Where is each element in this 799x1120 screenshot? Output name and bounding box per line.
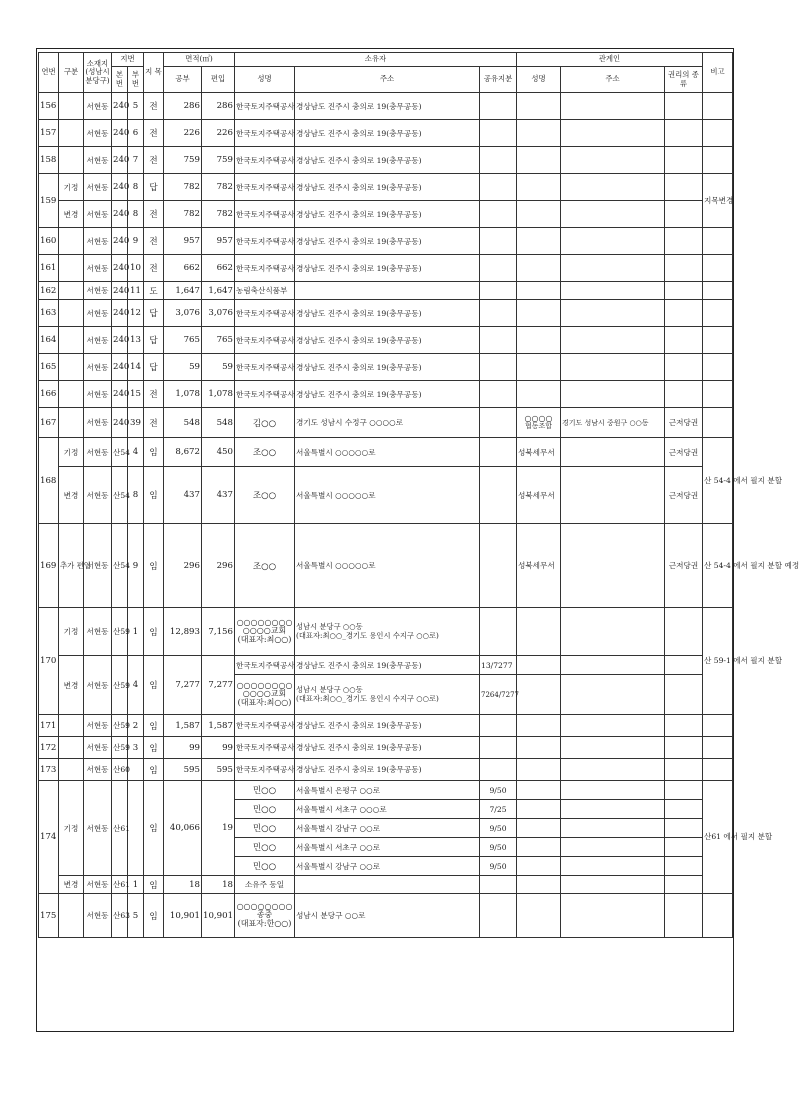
- row-addr: 경상남도 진주시 충의로 19(충무공동): [295, 381, 480, 408]
- row-gongbu: 18: [164, 876, 202, 894]
- row-bon: 산60: [112, 759, 128, 781]
- col-rel-type: 권리의 종류: [665, 67, 703, 93]
- row-jimok: 전: [144, 201, 164, 228]
- row-addr: 서울특별시 ○○○○○로: [295, 438, 480, 467]
- row-jimok: 임: [144, 759, 164, 781]
- row-gongbu: 1,587: [164, 715, 202, 737]
- table-row: [39, 147, 733, 174]
- row-gubun: 변경: [59, 201, 84, 228]
- row-owner: 조○○: [235, 438, 295, 467]
- row-dong: 서현동: [84, 467, 112, 524]
- row-pyeonip: 286: [202, 93, 235, 120]
- row-dong: 서현동: [84, 327, 112, 354]
- row-addr: 경상남도 진주시 충의로 19(충무공동): [295, 147, 480, 174]
- row-addr: 서울특별시 은평구 ○○로: [295, 781, 480, 800]
- row-owner: 소유주 동일: [235, 876, 295, 894]
- row-bu: 10: [128, 255, 144, 282]
- row-pyeonip: 957: [202, 228, 235, 255]
- row-pyeonip: 595: [202, 759, 235, 781]
- row-pyeonip: 782: [202, 201, 235, 228]
- row-bu: 13: [128, 327, 144, 354]
- row-pyeonip: 782: [202, 174, 235, 201]
- row-jimok: 임: [144, 894, 164, 938]
- row-owner: 민○○: [235, 819, 295, 838]
- col-bonbeon: 본번: [112, 67, 128, 93]
- row-no: 158: [39, 147, 59, 174]
- row-bu: 11: [128, 282, 144, 300]
- row-bon: 산54: [112, 438, 128, 467]
- row-bu: 8: [128, 174, 144, 201]
- row-share: 7264/7277: [480, 675, 517, 715]
- row-bon: 산59: [112, 608, 128, 656]
- row-gongbu: 759: [164, 147, 202, 174]
- land-register-table: [38, 52, 799, 938]
- row-share: 9/50: [480, 838, 517, 857]
- table-row: [39, 255, 733, 282]
- row-gongbu: 957: [164, 228, 202, 255]
- row-rel-name: 성북세무서: [517, 524, 561, 608]
- row-no: 162: [39, 282, 59, 300]
- row-addr: 성남시 분당구 ○○로: [295, 894, 480, 938]
- row-bon: 240: [112, 354, 128, 381]
- row-note: 산 54-4 에서 필지 분할: [703, 438, 733, 524]
- table-row: [39, 781, 733, 800]
- table-row: [39, 300, 733, 327]
- row-jimok: 답: [144, 174, 164, 201]
- row-no: 171: [39, 715, 59, 737]
- row-addr: 경상남도 진주시 충의로 19(충무공동): [295, 255, 480, 282]
- row-owner: 조○○: [235, 524, 295, 608]
- row-gongbu: 437: [164, 467, 202, 524]
- row-no: 163: [39, 300, 59, 327]
- row-gongbu: 548: [164, 408, 202, 438]
- header-row-1: [39, 53, 733, 67]
- row-bu: 5: [128, 93, 144, 120]
- row-owner: 민○○: [235, 838, 295, 857]
- row-bon: 240: [112, 93, 128, 120]
- row-gongbu: 1,647: [164, 282, 202, 300]
- row-bon: 240: [112, 282, 128, 300]
- row-jimok: 답: [144, 300, 164, 327]
- col-rel-addr: 주소: [561, 67, 665, 93]
- row-no: 172: [39, 737, 59, 759]
- row-bu: 39: [128, 408, 144, 438]
- row-bon: 240: [112, 300, 128, 327]
- row-rel-name: ○○○○ 협동조합: [517, 408, 561, 438]
- row-owner: 한국토지주택공사: [235, 327, 295, 354]
- row-pyeonip: 759: [202, 147, 235, 174]
- row-rel-type: 근저당권: [665, 438, 703, 467]
- row-jimok: 임: [144, 781, 164, 876]
- row-no: 156: [39, 93, 59, 120]
- row-addr: 경상남도 진주시 충의로 19(충무공동): [295, 174, 480, 201]
- row-jimok: 전: [144, 228, 164, 255]
- row-addr: 성남시 분당구 ○○동 (대표자:최○○_경기도 용인시 수지구 ○○로): [295, 608, 480, 656]
- row-gongbu: 59: [164, 354, 202, 381]
- row-jimok: 임: [144, 656, 164, 715]
- row-owner: 한국토지주택공사: [235, 300, 295, 327]
- row-pyeonip: 226: [202, 120, 235, 147]
- row-gongbu: 286: [164, 93, 202, 120]
- row-dong: 서현동: [84, 408, 112, 438]
- row-pyeonip: 19: [202, 781, 235, 876]
- row-jimok: 임: [144, 715, 164, 737]
- col-area: 면적(㎡): [164, 53, 235, 67]
- row-bu: 9: [128, 524, 144, 608]
- table-row: [39, 408, 733, 438]
- row-dong: 서현동: [84, 201, 112, 228]
- row-addr: 서울특별시 ○○○○○로: [295, 524, 480, 608]
- row-gongbu: 662: [164, 255, 202, 282]
- row-bu: 5: [128, 894, 144, 938]
- row-jimok: 전: [144, 93, 164, 120]
- col-no: 연번: [39, 53, 59, 93]
- row-owner: 한국토지주택공사: [235, 120, 295, 147]
- row-dong: 서현동: [84, 282, 112, 300]
- row-bu: 8: [128, 467, 144, 524]
- row-bon: 240: [112, 147, 128, 174]
- row-gubun: 기정: [59, 174, 84, 201]
- row-bon: 산61: [112, 876, 128, 894]
- row-dong: 서현동: [84, 300, 112, 327]
- row-gongbu: 7,277: [164, 656, 202, 715]
- row-dong: 서현동: [84, 894, 112, 938]
- row-bon: 산54: [112, 524, 128, 608]
- row-addr: 경상남도 진주시 충의로 19(충무공동): [295, 201, 480, 228]
- row-bon: 240: [112, 255, 128, 282]
- row-gongbu: 765: [164, 327, 202, 354]
- row-dong: 서현동: [84, 737, 112, 759]
- row-addr: 경상남도 진주시 충의로 19(충무공동): [295, 120, 480, 147]
- row-owner: 한국토지주택공사: [235, 354, 295, 381]
- row-dong: 서현동: [84, 608, 112, 656]
- row-addr: 경상남도 진주시 충의로 19(충무공동): [295, 300, 480, 327]
- table-row: [39, 759, 733, 781]
- row-addr: 경상남도 진주시 충의로 19(충무공동): [295, 715, 480, 737]
- table-row: [39, 327, 733, 354]
- row-dong: 서현동: [84, 759, 112, 781]
- row-addr: 서울특별시 서초구 ○○○로: [295, 800, 480, 819]
- row-share: 9/50: [480, 781, 517, 800]
- col-rel: 관계인: [517, 53, 703, 67]
- row-pyeonip: 1,647: [202, 282, 235, 300]
- row-addr: 경상남도 진주시 충의로 19(충무공동): [295, 93, 480, 120]
- row-addr: 서울특별시 강남구 ○○로: [295, 819, 480, 838]
- row-owner: 민○○: [235, 781, 295, 800]
- row-jimok: 전: [144, 381, 164, 408]
- row-owner: 한국토지주택공사: [235, 381, 295, 408]
- row-bu: 6: [128, 120, 144, 147]
- row-pyeonip: 1,078: [202, 381, 235, 408]
- row-dong: 서현동: [84, 438, 112, 467]
- table-row: [39, 524, 733, 608]
- row-no: 164: [39, 327, 59, 354]
- row-no: 169: [39, 524, 59, 608]
- row-jimok: 답: [144, 327, 164, 354]
- row-gubun: 변경: [59, 656, 84, 715]
- row-addr: 경상남도 진주시 충의로 19(충무공동): [295, 228, 480, 255]
- row-dong: 서현동: [84, 147, 112, 174]
- row-bon: 산59: [112, 656, 128, 715]
- col-pyeonip: 편입: [202, 67, 235, 93]
- table-row: [39, 201, 733, 228]
- row-dong: 서현동: [84, 228, 112, 255]
- row-addr: 경기도 성남시 수정구 ○○○○로: [295, 408, 480, 438]
- col-sojae: 소재지 (성남시 분당구): [84, 53, 112, 93]
- row-addr: 경상남도 진주시 충의로 19(충무공동): [295, 759, 480, 781]
- row-no: 174: [39, 781, 59, 894]
- row-gongbu: 3,076: [164, 300, 202, 327]
- row-bu: 1: [128, 876, 144, 894]
- row-no: 175: [39, 894, 59, 938]
- col-gongbu: 공부: [164, 67, 202, 93]
- table-row: [39, 737, 733, 759]
- row-rel-name: 성북세무서: [517, 467, 561, 524]
- row-pyeonip: 1,587: [202, 715, 235, 737]
- row-jimok: 답: [144, 354, 164, 381]
- row-no: 170: [39, 608, 59, 715]
- row-bon: 산61: [112, 781, 128, 876]
- row-gongbu: 782: [164, 174, 202, 201]
- row-gongbu: 40,066: [164, 781, 202, 876]
- row-note: 지목변경: [703, 174, 733, 228]
- row-bu: 12: [128, 300, 144, 327]
- row-no: 168: [39, 438, 59, 524]
- row-no: 160: [39, 228, 59, 255]
- row-owner: 한국토지주택공사: [235, 255, 295, 282]
- row-note: 산 59-1 에서 필지 분할: [703, 608, 733, 715]
- row-addr: 경상남도 진주시 충의로 19(충무공동): [295, 327, 480, 354]
- table-row: [39, 876, 733, 894]
- row-share: 13/7277: [480, 656, 517, 675]
- row-bu: 3: [128, 737, 144, 759]
- row-owner: 김○○: [235, 408, 295, 438]
- row-gongbu: 595: [164, 759, 202, 781]
- row-dong: 서현동: [84, 354, 112, 381]
- table-row: [39, 656, 733, 675]
- row-no: 173: [39, 759, 59, 781]
- row-gubun: 추가 편입: [59, 524, 84, 608]
- row-addr: 서울특별시 강남구 ○○로: [295, 857, 480, 876]
- row-jimok: 전: [144, 120, 164, 147]
- row-pyeonip: 7,277: [202, 656, 235, 715]
- row-gongbu: 8,672: [164, 438, 202, 467]
- row-pyeonip: 3,076: [202, 300, 235, 327]
- table-row: [39, 894, 733, 938]
- row-dong: 서현동: [84, 381, 112, 408]
- row-rel-addr: 경기도 성남시 중원구 ○○동: [561, 408, 665, 438]
- row-bon: 240: [112, 228, 128, 255]
- table-row: [39, 282, 733, 300]
- table-row: [39, 381, 733, 408]
- row-owner: 한국토지주택공사: [235, 174, 295, 201]
- row-note: 산61 에서 필지 분할: [703, 781, 733, 894]
- row-pyeonip: 7,156: [202, 608, 235, 656]
- table-row: [39, 608, 733, 656]
- row-gongbu: 296: [164, 524, 202, 608]
- row-no: 159: [39, 174, 59, 228]
- row-gubun: 기정: [59, 781, 84, 876]
- col-owner: 소유자: [235, 53, 517, 67]
- col-gubun: 구분: [59, 53, 84, 93]
- row-owner: 농림축산식품부: [235, 282, 295, 300]
- row-addr: 경상남도 진주시 충의로 19(충무공동): [295, 737, 480, 759]
- row-bon: 240: [112, 174, 128, 201]
- row-gongbu: 10,901: [164, 894, 202, 938]
- col-rel-name: 성명: [517, 67, 561, 93]
- col-jimok: 지 목: [144, 53, 164, 93]
- row-jimok: 임: [144, 876, 164, 894]
- row-owner: 한국토지주택공사: [235, 656, 295, 675]
- row-jimok: 전: [144, 408, 164, 438]
- row-addr: 경상남도 진주시 충의로 19(충무공동): [295, 354, 480, 381]
- row-pyeonip: 59: [202, 354, 235, 381]
- row-gubun: 변경: [59, 876, 84, 894]
- row-rel-type: 근저당권: [665, 467, 703, 524]
- row-note: 산 54-4 에서 필지 분할 예정: [703, 524, 733, 608]
- row-jimok: 임: [144, 608, 164, 656]
- row-bu: 7: [128, 147, 144, 174]
- col-note: 비고: [703, 53, 733, 93]
- row-bon: 240: [112, 327, 128, 354]
- row-jimok: 임: [144, 467, 164, 524]
- row-rel-name: 성북세무서: [517, 438, 561, 467]
- row-pyeonip: 10,901: [202, 894, 235, 938]
- row-bon: 산59: [112, 715, 128, 737]
- col-jibeon: 지번: [112, 53, 144, 67]
- row-gubun: 변경: [59, 467, 84, 524]
- row-gubun: 기정: [59, 438, 84, 467]
- table-row: [39, 120, 733, 147]
- row-gongbu: 12,893: [164, 608, 202, 656]
- row-jimok: 임: [144, 524, 164, 608]
- row-addr: 성남시 분당구 ○○동 (대표자:최○○_경기도 용인시 수지구 ○○로): [295, 675, 480, 715]
- row-bon: 산63: [112, 894, 128, 938]
- row-gongbu: 782: [164, 201, 202, 228]
- row-pyeonip: 437: [202, 467, 235, 524]
- row-no: 165: [39, 354, 59, 381]
- row-dong: 서현동: [84, 174, 112, 201]
- table-row: [39, 93, 733, 120]
- col-owner-name: 성명: [235, 67, 295, 93]
- table-row: [39, 354, 733, 381]
- row-bu: 4: [128, 656, 144, 715]
- row-bu: 14: [128, 354, 144, 381]
- row-addr: 서울특별시 서초구 ○○로: [295, 838, 480, 857]
- table-row: [39, 438, 733, 467]
- row-gongbu: 99: [164, 737, 202, 759]
- table-row: [39, 467, 733, 524]
- row-owner: ○○○○○○○○ ○○○○교회 (대표자:최○○): [235, 675, 295, 715]
- row-owner: ○○○○○○○○ 종중 (대표자:한○○): [235, 894, 295, 938]
- row-bu: 9: [128, 228, 144, 255]
- row-addr: 경상남도 진주시 충의로 19(충무공동): [295, 656, 480, 675]
- row-owner: 한국토지주택공사: [235, 147, 295, 174]
- row-bon: 240: [112, 120, 128, 147]
- row-gongbu: 1,078: [164, 381, 202, 408]
- row-bon: 산54: [112, 467, 128, 524]
- row-dong: 서현동: [84, 715, 112, 737]
- row-gubun: 기정: [59, 608, 84, 656]
- row-dong: 서현동: [84, 524, 112, 608]
- table-row: [39, 174, 733, 201]
- row-pyeonip: 548: [202, 408, 235, 438]
- table-row: [39, 715, 733, 737]
- row-owner: 한국토지주택공사: [235, 715, 295, 737]
- row-jimok: 임: [144, 737, 164, 759]
- row-share: 9/50: [480, 819, 517, 838]
- col-share: 공유지분: [480, 67, 517, 93]
- row-owner: 한국토지주택공사: [235, 759, 295, 781]
- row-bu: 1: [128, 608, 144, 656]
- row-jimok: 전: [144, 255, 164, 282]
- row-bon: 240: [112, 408, 128, 438]
- row-bu: 2: [128, 715, 144, 737]
- row-bu: 4: [128, 438, 144, 467]
- row-dong: 서현동: [84, 120, 112, 147]
- row-rel-type: 근저당권: [665, 408, 703, 438]
- row-no: 166: [39, 381, 59, 408]
- row-no: 157: [39, 120, 59, 147]
- row-dong: 서현동: [84, 255, 112, 282]
- row-no: 167: [39, 408, 59, 438]
- row-owner: 조○○: [235, 467, 295, 524]
- row-owner: ○○○○○○○○ ○○○○교회 (대표자:최○○): [235, 608, 295, 656]
- row-pyeonip: 99: [202, 737, 235, 759]
- row-pyeonip: 662: [202, 255, 235, 282]
- row-gongbu: 226: [164, 120, 202, 147]
- row-bu: 15: [128, 381, 144, 408]
- row-bu: 8: [128, 201, 144, 228]
- row-share: 9/50: [480, 857, 517, 876]
- row-owner: 민○○: [235, 857, 295, 876]
- row-rel-type: 근저당권: [665, 524, 703, 608]
- header-row-2: [39, 67, 733, 93]
- table-row: [39, 228, 733, 255]
- row-jimok: 임: [144, 438, 164, 467]
- row-bon: 산59: [112, 737, 128, 759]
- row-owner: 민○○: [235, 800, 295, 819]
- row-pyeonip: 765: [202, 327, 235, 354]
- row-addr: 서울특별시 ○○○○○로: [295, 467, 480, 524]
- row-share: 7/25: [480, 800, 517, 819]
- row-bon: 240: [112, 201, 128, 228]
- row-owner: 한국토지주택공사: [235, 201, 295, 228]
- row-pyeonip: 18: [202, 876, 235, 894]
- row-owner: 한국토지주택공사: [235, 737, 295, 759]
- row-pyeonip: 450: [202, 438, 235, 467]
- row-dong: 서현동: [84, 93, 112, 120]
- row-dong: 서현동: [84, 656, 112, 715]
- row-owner: 한국토지주택공사: [235, 228, 295, 255]
- row-pyeonip: 296: [202, 524, 235, 608]
- col-owner-addr: 주소: [295, 67, 480, 93]
- row-dong: 서현동: [84, 781, 112, 876]
- row-no: 161: [39, 255, 59, 282]
- row-dong: 서현동: [84, 876, 112, 894]
- row-jimok: 전: [144, 147, 164, 174]
- row-jimok: 도: [144, 282, 164, 300]
- row-bon: 240: [112, 381, 128, 408]
- row-owner: 한국토지주택공사: [235, 93, 295, 120]
- col-bubeon: 부번: [128, 67, 144, 93]
